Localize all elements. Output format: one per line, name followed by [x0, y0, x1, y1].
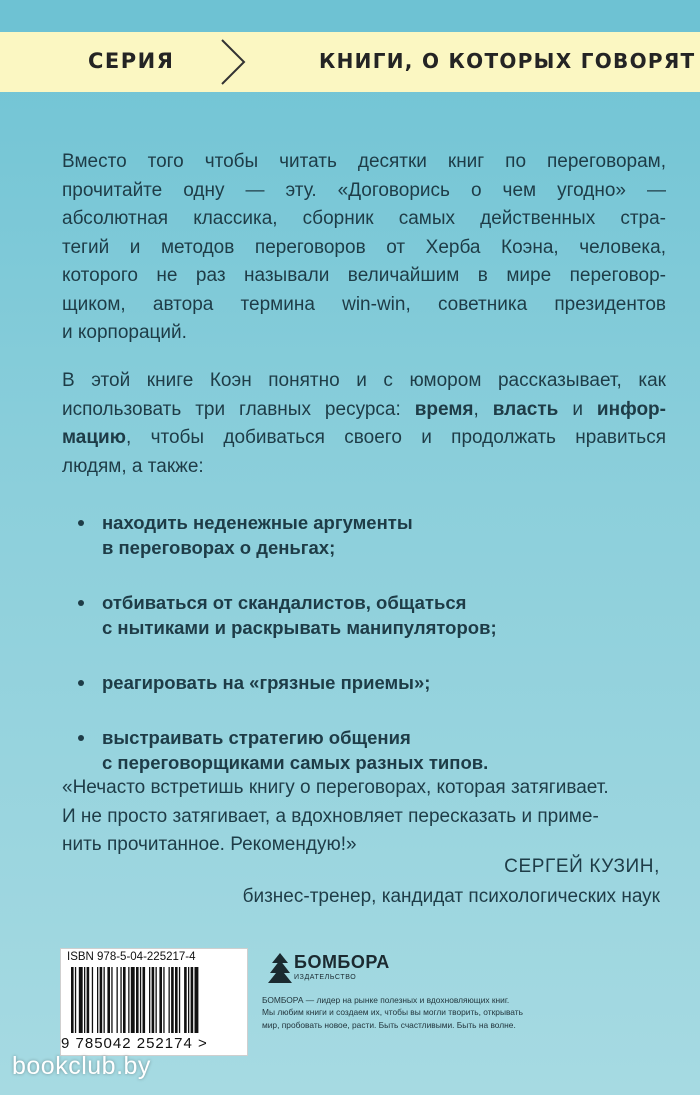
bold-information-end: мацию	[62, 427, 126, 448]
bullet-list	[74, 510, 634, 805]
series-title: КНИГИ, О КОТОРЫХ ГОВОРЯТ	[319, 49, 696, 73]
text-fragment: использовать три главных ресурса:	[62, 398, 415, 420]
list-item	[74, 590, 634, 640]
list-item	[74, 725, 634, 775]
top-band	[0, 0, 700, 32]
bold-time: время	[414, 398, 474, 420]
bullet-line: с нытиками и раскрывать манипуляторов;	[102, 617, 497, 638]
quote-author	[243, 852, 660, 912]
bold-information: инфор-	[596, 398, 666, 420]
list-item	[74, 510, 634, 560]
text-fragment: и	[558, 398, 597, 420]
bullet-line: с переговорщиками самых разных типов.	[102, 752, 489, 773]
chevron-right-icon	[218, 36, 248, 88]
description-paragraph-2	[62, 367, 666, 481]
bullet-line: в переговорах о деньгах;	[102, 537, 336, 558]
publisher-logo-text: БОМБОРА	[294, 952, 390, 972]
text-line	[62, 396, 666, 425]
barcode-digits: 9 785042 252174 >	[61, 1035, 208, 1052]
text-line: и корпораций.	[62, 322, 187, 343]
quote-line: нить прочитанное. Рекомендую!»	[62, 834, 357, 855]
publisher-logo-subtitle: ИЗДАТЕЛЬСТВО	[294, 974, 357, 981]
isbn-label: ISBN 978-5-04-225217-4	[67, 951, 196, 963]
bullet-line: реагировать на «грязные приемы»;	[102, 672, 431, 693]
quote-line: «Нечасто встретишь книгу о переговорах, которая затягивает.	[62, 777, 609, 798]
text-line: абсолютная классика, сборник самых действенных стра-	[62, 208, 666, 229]
text-line: В этой книге Коэн понятно и с юмором рассказывает, как	[62, 370, 666, 391]
description-paragraph-1	[62, 148, 666, 348]
text-line: людям, а также:	[62, 455, 204, 477]
text-fragment: ,	[473, 398, 493, 420]
bullet-line: выстраивать стратегию общения	[102, 727, 411, 748]
text-fragment: , чтобы добиваться своего и продолжать нравиться	[125, 427, 666, 448]
text-line: тегий и методов переговоров от Херба Коэна, человека,	[62, 236, 666, 258]
quote-line: И не просто затягивает, а вдохновляет пересказать и приме-	[62, 805, 599, 827]
text-line: щиком, автора термина win-win, советника президентов	[62, 293, 666, 315]
list-item	[74, 670, 634, 695]
author-name: СЕРГЕЙ КУЗИН,	[504, 856, 660, 877]
publisher-note: БОМБОРА — лидер на рынке полезных и вдохновляющих книг. Мы любим книги и создаем их, чтобы вы могли творить, открывать мир, пробовать новое, расти. Быть счастливыми. Быть на волне.	[262, 995, 523, 1030]
bullet-line: находить неденежные аргументы	[102, 512, 413, 533]
bullet-line: отбиваться от скандалистов, общаться	[102, 592, 467, 613]
barcode	[60, 948, 248, 1056]
series-banner	[0, 32, 700, 92]
bold-power: власть	[492, 398, 559, 420]
barcode-bars-icon	[71, 967, 237, 1035]
text-line: Вместо того чтобы читать десятки книг по переговорам,	[62, 151, 666, 172]
text-line	[62, 424, 666, 453]
review-quote	[62, 774, 666, 860]
author-title: бизнес-тренер, кандидат психологических наук	[242, 886, 660, 907]
bombora-logo-icon	[268, 951, 292, 985]
text-line: которого не раз называли величайшим в мире переговор-	[62, 265, 666, 286]
series-label: СЕРИЯ	[88, 49, 175, 73]
watermark: bookclub.by	[12, 1052, 151, 1080]
text-line: прочитайте одну — эту. «Договорись о чем угодно» —	[62, 179, 666, 201]
